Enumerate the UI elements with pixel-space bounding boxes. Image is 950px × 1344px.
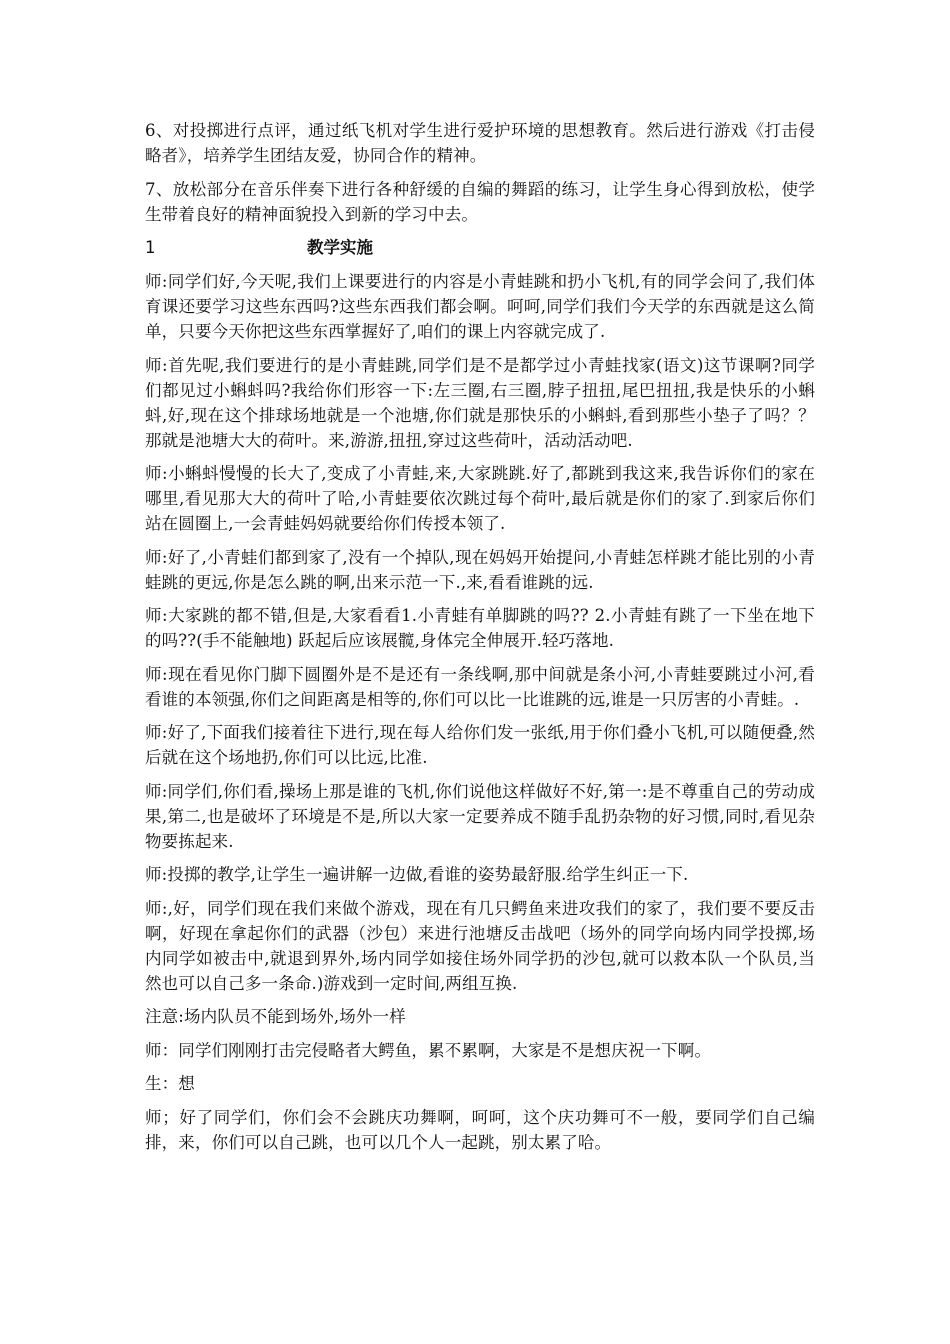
section-heading (145, 235, 815, 260)
note-paragraph: 注意:场内队员不能到场外,场外一样 (145, 1007, 406, 1026)
body-paragraph: 师:首先呢,我们要进行的是小青蛙跳,同学们是不是都学过小青蛙找家(语文)这节课啊?同学们都见过小蝌蚪吗?我给你们形容一下:左三圈,右三圈,脖子扭扭,尾巴扭扭,我是快乐的小蝌蚪,好,现在这个排球场地就是一个池塘,你们就是那快乐的小蝌蚪,看到那些小垫子了吗？？那就是池塘大大的荷叶。来,游游,扭扭,穿过这些荷叶，活动活动吧. (145, 355, 815, 450)
body-paragraph: 师:投掷的教学,让学生一遍讲解一边做,看谁的姿势最舒服.给学生纠正一下. (145, 865, 689, 884)
body-paragraph: 师:现在看见你门脚下圆圈外是不是还有一条线啊,那中间就是条小河,小青蛙要跳过小河,看看谁的本领强,你们之间距离是相等的,你们可以比一比谁跳的远,谁是一只厉害的小青蛙。. (145, 664, 815, 709)
body-paragraph: 师:小蝌蚪慢慢的长大了,变成了小青蛙,来,大家跳跳.好了,都跳到我这来,我告诉你们的家在哪里,看见那大大的荷叶了哈,小青蛙要依次跳过每个荷叶,最后就是你们的家了.到家后你们站在圆圈上,一会青蛙妈妈就要给你们传授本领了. (145, 464, 815, 533)
body-paragraph: 师:同学们好,今天呢,我们上课要进行的内容是小青蛙跳和扔小飞机,有的同学会问了,我们体育课还要学习这些东西吗?这些东西我们都会啊。呵呵,同学们我们今天学的东西就是这么简单，只要今天你把这些东西掌握好了,咱们的课上内容就完成了. (145, 272, 815, 341)
body-paragraph: 师：同学们刚刚打击完侵略者大鳄鱼，累不累啊，大家是不是想庆祝一下啊。 (145, 1040, 712, 1060)
body-paragraph: 师:,好，同学们现在我们来做个游戏，现在有几只鳄鱼来进攻我们的家了，我们要不要反击啊，好现在拿起你们的武器（沙包）来进行池塘反击战吧（场外的同学向场内同学投掷,场内同学如被击中,就退到界外,场内同学如接住场外同学扔的沙包,就可以救本队一个队员,当然也可以自己多一条命.)游戏到一定时间,两组互换. (145, 898, 815, 993)
section-number: 1 (145, 238, 156, 257)
student-reply: 生：想 (145, 1074, 195, 1093)
document-page (145, 118, 815, 1163)
intro-paragraph-7: 7、放松部分在音乐伴奏下进行各种舒缓的自编的舞蹈的练习，让学生身心得到放松，使学生带着良好的精神面貌投入到新的学习中去。 (145, 179, 815, 224)
body-paragraph: 师:同学们,你们看,操场上那是谁的飞机,你们说他这样做好不好,第一:是不尊重自己的劳动成果,第二,也是破坏了环境是不是,所以大家一定要养成不随手乱扔杂物的好习惯,同时,看见杂物要拣起来. (145, 781, 815, 851)
body-paragraph: 师；好了同学们，你们会不会跳庆功舞啊，呵呵，这个庆功舞可不一般，要同学们自己编排，来，你们可以自己跳，也可以几个人一起跳，别太累了哈。 (145, 1107, 815, 1152)
body-paragraph: 师:大家跳的都不错,但是,大家看看1.小青蛙有单脚跳的吗?? 2.小青蛙有跳了一下坐在地下的吗??(手不能触地) 跃起后应该展髋,身体完全伸展开.轻巧落地. (145, 606, 815, 650)
body-paragraph: 师:好了,小青蛙们都到家了,没有一个掉队,现在妈妈开始提问,小青蛙怎样跳才能比别的小青蛙跳的更远,你是怎么跳的啊,出来示范一下.,来,看看谁跳的远. (145, 547, 815, 592)
intro-paragraph-6: 6、对投掷进行点评，通过纸飞机对学生进行爱护环境的思想教育。然后进行游戏《打击侵略者》，培养学生团结友爱，协同合作的精神。 (145, 121, 815, 165)
body-paragraph: 师:好了,下面我们接着往下进行,现在每人给你们发一张纸,用于你们叠小飞机,可以随便叠,然后就在这个场地扔,你们可以比远,比准. (145, 723, 815, 767)
section-title: 教学实施 (307, 238, 373, 257)
